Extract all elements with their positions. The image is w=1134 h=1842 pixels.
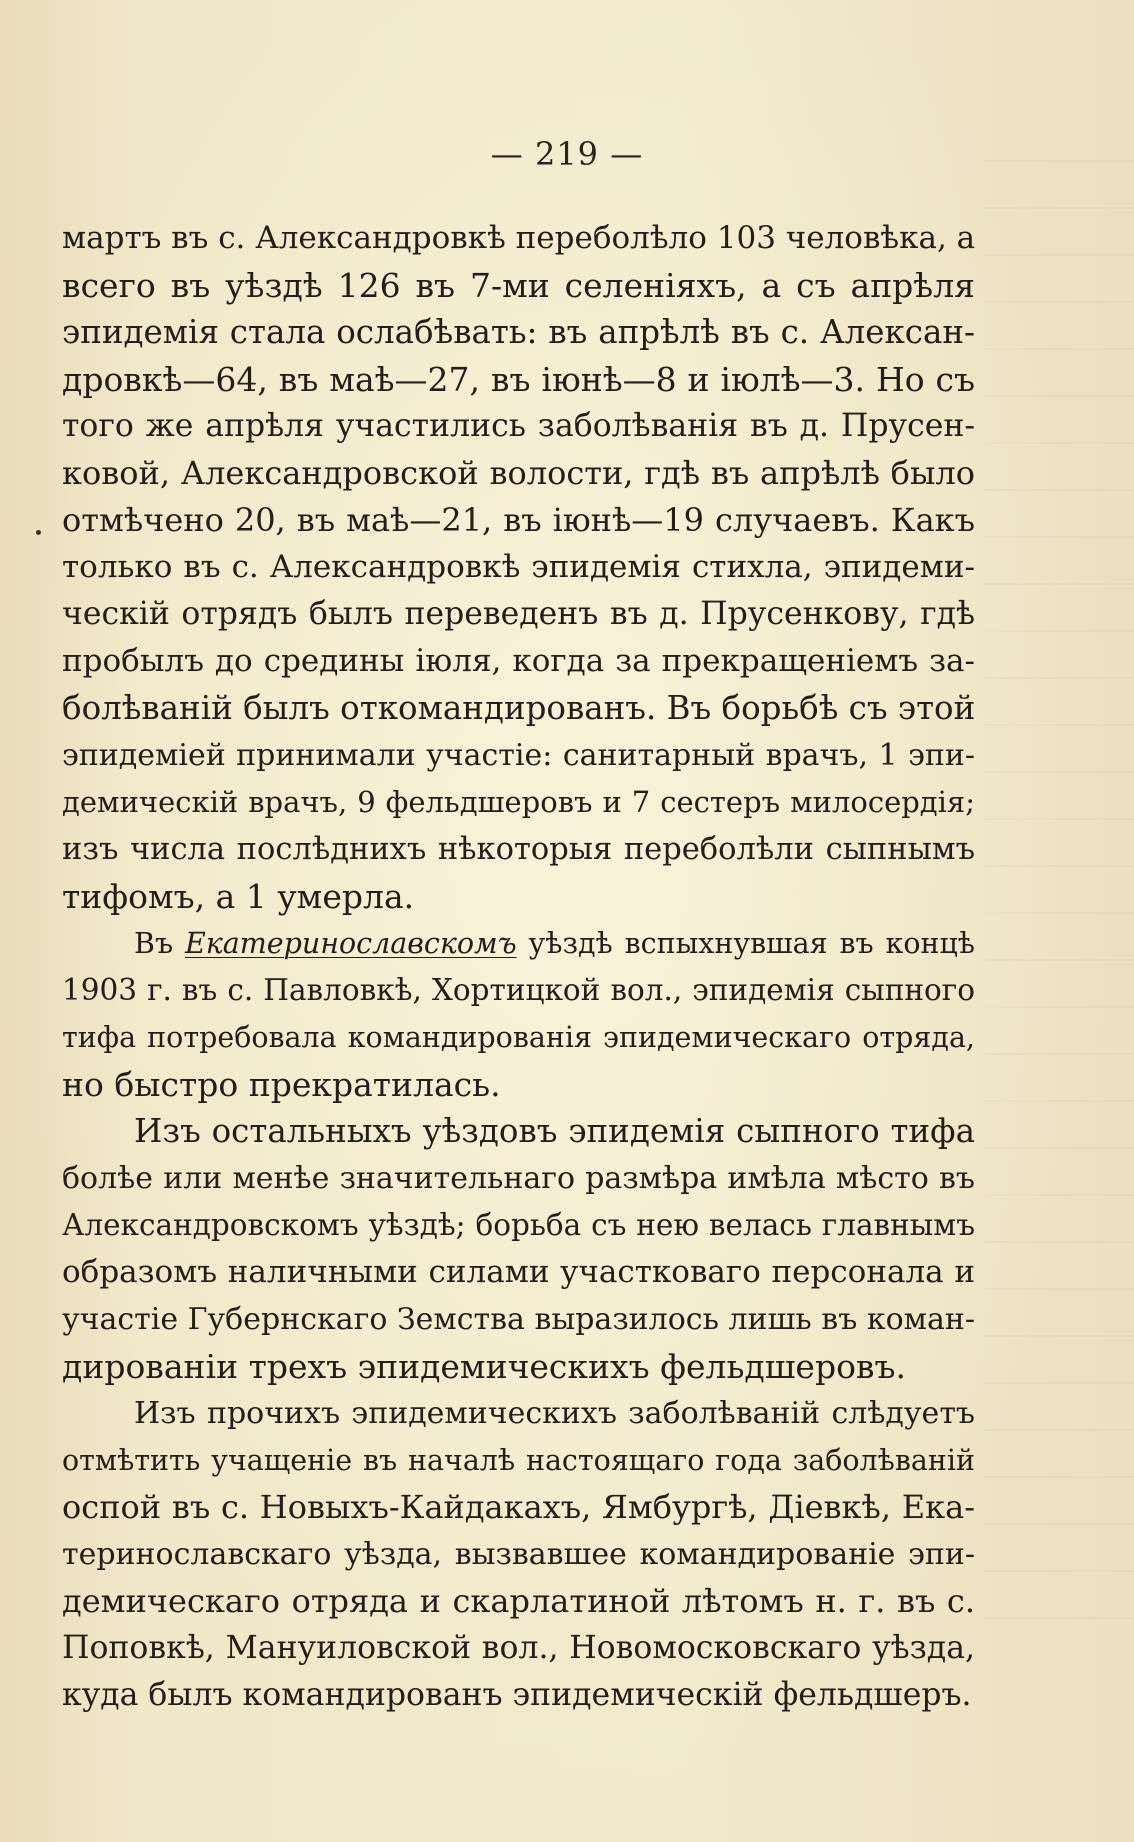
- text-line: образомъ наличными силами участковаго персонала и: [62, 1254, 975, 1290]
- text-line-with-emphasis: [62, 920, 975, 967]
- paragraph-3: [62, 1108, 975, 1390]
- text-line: Поповкѣ, Мануиловской вол., Новомосковскаго уѣзда,: [62, 1630, 975, 1666]
- margin-ink-dot: [36, 530, 41, 535]
- text-line: тифомъ, а 1 умерла.: [62, 877, 415, 916]
- text-line: всего въ уѣздѣ 126 въ 7-ми селеніяхъ, а съ апрѣля: [62, 266, 975, 305]
- text-line: отмѣтить учащеніе въ началѣ настоящаго года заболѣваній: [62, 1444, 975, 1477]
- text-line: пробылъ до средины іюля, когда за прекращеніемъ за-: [62, 643, 975, 679]
- text-line: Изъ прочихъ эпидемическихъ заболѣваній слѣдуетъ: [134, 1396, 975, 1431]
- text-line: демическаго отряда и скарлатиной лѣтомъ н. г. въ с.: [62, 1582, 975, 1620]
- text-line: участіе Губернскаго Земства выразилось лишь въ коман-: [62, 1302, 975, 1337]
- paragraph-1: [62, 215, 975, 920]
- text-line: болѣваній былъ откомандированъ. Въ борьбѣ съ этой: [62, 689, 976, 727]
- text-line: куда былъ командированъ эпидемическій фельдшеръ.: [62, 1677, 972, 1713]
- text-line: 1903 г. въ с. Павловкѣ, Хортицкой вол., эпидемія сыпного: [62, 973, 975, 1007]
- text-line: отмѣчено 20, въ маѣ—21, въ іюнѣ—19 случаевъ. Какъ: [62, 501, 975, 539]
- text-line: дровкѣ—64, въ маѣ—27, въ іюнѣ—8 и іюлѣ—3. Но съ: [62, 360, 975, 399]
- emphasized-place-name: Екатеринославскомъ: [184, 927, 517, 960]
- text-line: ковой, Александровской волости, гдѣ въ апрѣлѣ было: [62, 454, 975, 492]
- text-line: только въ с. Александровкѣ эпидемія стихла, эпидеми-: [62, 549, 975, 585]
- paragraph-2: [62, 920, 975, 1108]
- text-line: тифа потребовала командированія эпидемическаго отряда,: [62, 1021, 975, 1054]
- text-line: но быстро прекратилась.: [62, 1065, 501, 1104]
- body-text: [62, 215, 975, 1719]
- text-line: Изъ остальныхъ уѣздовъ эпидемія сыпного тифа: [134, 1112, 975, 1150]
- text-line: эпидеміей принимали участіе: санитарный врачъ, 1 эпи-: [62, 738, 975, 773]
- text-line: ческій отрядъ былъ переведенъ въ д. Прусенкову, гдѣ: [62, 596, 975, 632]
- text-line: Александровскомъ уѣздѣ; борьба съ нею велась главнымъ: [62, 1208, 975, 1242]
- paragraph-prefix: Въ: [134, 927, 174, 960]
- paragraph-suffix: уѣздѣ вспыхнувшая въ концѣ: [528, 927, 975, 960]
- text-line: болѣе или менѣе значительнаго размѣра имѣла мѣсто въ: [62, 1161, 975, 1196]
- text-line: изъ числа послѣднихъ нѣкоторыя переболѣли сыпнымъ: [62, 832, 975, 867]
- bleed-through-shadow: [984, 160, 1134, 1660]
- text-line: мартъ въ с. Александровкѣ переболѣло 103 человѣка, а: [62, 220, 976, 256]
- page-number: — 219 —: [490, 135, 644, 173]
- text-line: эпидемія стала ослабѣвать: въ апрѣлѣ въ с. Алексан-: [62, 313, 975, 351]
- text-line: того же апрѣля участились заболѣванія въ д. Прусен-: [62, 408, 975, 444]
- text-line: дированіи трехъ эпидемическихъ фельдшеровъ.: [62, 1347, 906, 1386]
- text-line: демическій врачъ, 9 фельдшеровъ и 7 сестеръ милосердія;: [62, 785, 975, 819]
- paragraph-4: [62, 1390, 975, 1719]
- text-line: оспой въ с. Новыхъ-Кайдакахъ, Ямбургѣ, Діевкѣ, Ека-: [62, 1488, 975, 1526]
- text-line: теринославскаго уѣзда, вызвавшее командированіе эпи-: [62, 1537, 975, 1572]
